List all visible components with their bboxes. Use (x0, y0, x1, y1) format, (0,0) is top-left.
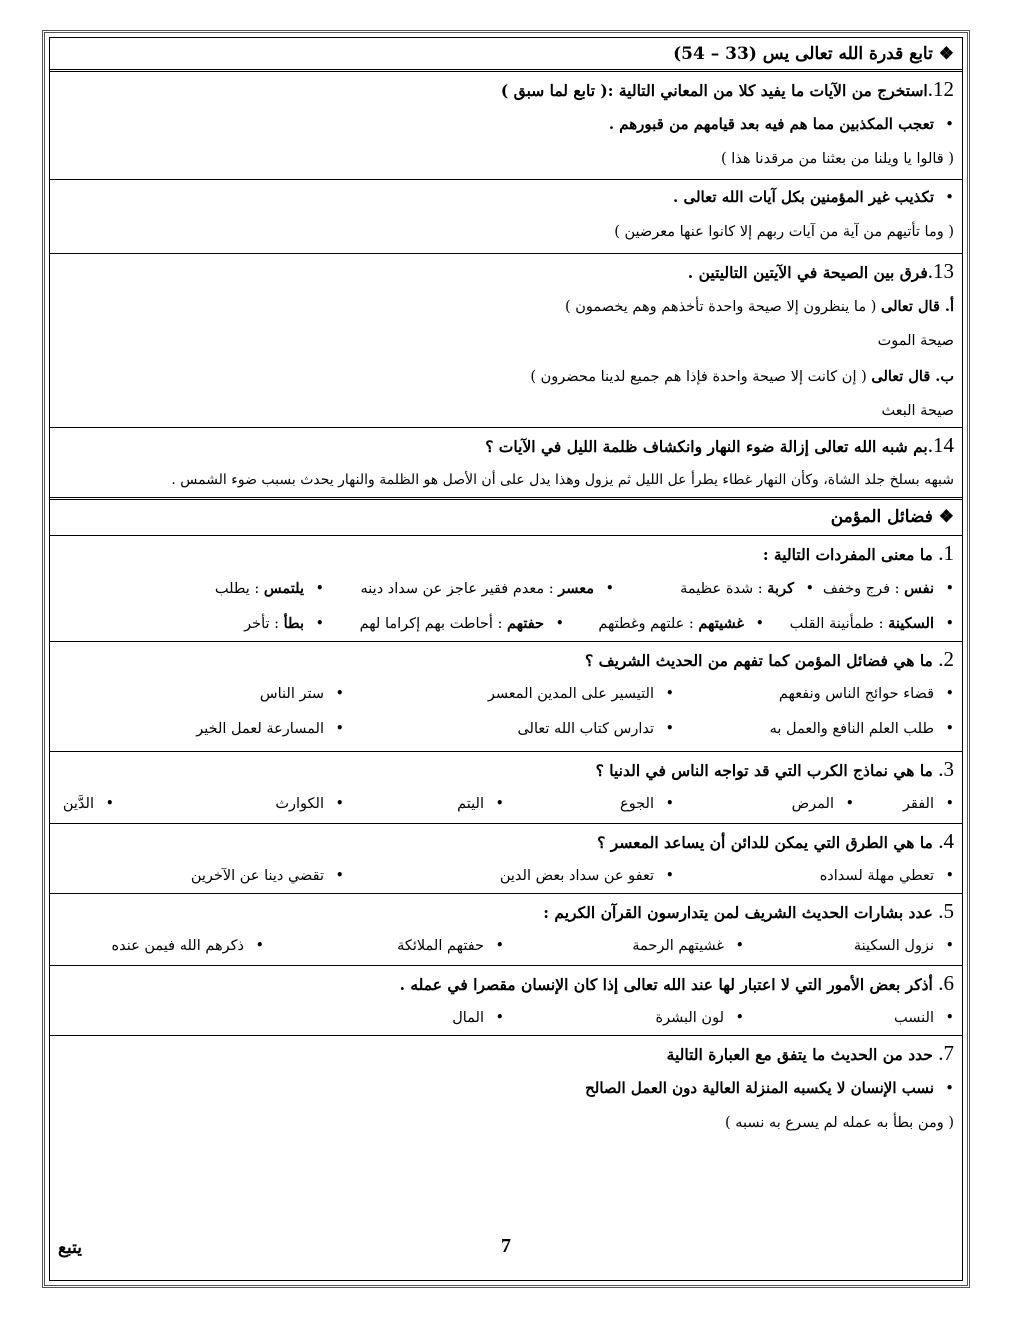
lesson-title: ❖ تابع قدرة الله تعالى يس (33 – 54) (673, 44, 954, 64)
lesson-title: ❖ فضائل المؤمن (830, 507, 954, 527)
question-number: 3. (938, 757, 954, 781)
answer-row-2 (58, 712, 954, 747)
worksheet-frame (49, 37, 963, 1281)
verse-answer: ( وما تأتيهم من آية من آيات ربهم إلا كانوا عنها معرضين ) (614, 224, 954, 240)
question-text: ما معنى المفردات التالية : (762, 545, 939, 564)
list-item: • تقضي دينا عن الآخرين (191, 859, 344, 894)
vocab-item: • بطأ : تأخر (244, 606, 324, 641)
list-item: • المرض (674, 787, 854, 822)
question-13 (58, 254, 954, 289)
question-number: 13. (927, 259, 954, 283)
question-number: 14. (927, 433, 954, 457)
list-item: • الدَّين (63, 787, 114, 822)
verse-a-text: ( ما ينظرون إلا صيحة واحدة تأخذهم وهم يخصمون ) (565, 299, 881, 315)
answer-row (58, 1001, 954, 1036)
verse-a-answer: صيحة الموت (877, 333, 954, 349)
vocab-item: • كربة : شدة عظيمة (614, 571, 814, 606)
meaning-item: • تكذيب غير المؤمنين بكل آيات الله تعالى . (58, 180, 954, 215)
lesson-header-yasin (50, 38, 962, 72)
question-text: حدد من الحديث ما يتفق مع العبارة التالية (666, 1045, 939, 1064)
meaning-item: • تعجب المكذبين مما هم فيه بعد قيامهم من قبورهم . (58, 107, 954, 142)
question-text: ما هي الطرق التي يمكن للدائن أن يساعد المعسر ؟ (597, 833, 939, 852)
list-item: • المال (452, 1001, 504, 1036)
answer-row (58, 859, 954, 894)
question-14 (58, 428, 954, 463)
question-number: 2. (938, 647, 954, 671)
question-text: ما هي نماذج الكرب التي قد تواجه الناس في الدنيا ؟ (595, 761, 939, 780)
vocab-item: • معسر : معدم فقير عاجز عن سداد دينه (324, 571, 614, 606)
question-7-block (50, 1036, 962, 1266)
vocab-item: • غشيتهم : علتهم وغطتهم (564, 606, 764, 641)
question-12-block (50, 72, 962, 180)
question-6 (58, 966, 954, 1001)
list-item: • الكوارث (114, 787, 344, 822)
list-item: • ذكرهم الله فيمن عنده (112, 929, 264, 964)
question-number: 1. (938, 541, 954, 565)
verse-b-answer: صيحة البعث (881, 403, 954, 419)
question-13-block (50, 254, 962, 428)
question-text: ما هي فضائل المؤمن كما تفهم من الحديث الشريف ؟ (584, 651, 939, 670)
statement-item: • نسب الإنسان لا يكسبه المنزلة العالية دون العمل الصالح (58, 1071, 954, 1106)
question-text: أذكر بعض الأمور التي لا اعتبار لها عند الله تعالى إذا كان الإنسان مقصرا في عمله . (399, 975, 939, 994)
answer-row (58, 787, 954, 822)
answer-row (58, 929, 954, 964)
list-item: • قضاء حوائج الناس ونفعهم (674, 677, 954, 712)
question-12 (58, 72, 954, 107)
verse-b (58, 359, 954, 394)
list-item: • الفقر (854, 787, 954, 822)
verse-b-label: ب. قال تعالى (871, 368, 954, 385)
question-2 (58, 642, 954, 677)
question-number: 7. (938, 1041, 954, 1065)
list-item: • تعفو عن سداد بعض الدين (344, 859, 674, 894)
vocab-item: • يلتمس : يطلب (215, 571, 324, 606)
continued-label: يتبع (58, 1238, 83, 1258)
question-4 (58, 824, 954, 859)
worksheet-page (42, 30, 970, 1288)
verse-b-text: ( إن كانت إلا صيحة واحدة فإذا هم جميع لدينا محضرون ) (530, 369, 872, 385)
question-5-block (50, 894, 962, 966)
list-item: • حفتهم الملائكة (264, 929, 504, 964)
question-text: عدد بشارات الحديث الشريف لمن يتدارسون القرآن الكريم : (543, 903, 939, 922)
vocab-row-1 (58, 571, 954, 606)
verse-a (58, 289, 954, 324)
answer-text: شبهه بسلخ جلد الشاة، وكأن النهار غطاء يطرأ عل الليل ثم يزول وهذا يدل على أن الأصل هو الظلمة والنهار يحدث بسبب ضوء الشمس . (171, 472, 954, 488)
list-item: • اليتم (344, 787, 504, 822)
question-1 (58, 536, 954, 571)
question-3-block (50, 752, 962, 824)
page-number: 7 (501, 1235, 511, 1257)
hadith-answer: ( ومن بطأ به عمله لم يسرع به نسبه ) (725, 1115, 954, 1131)
verse-answer: ( قالوا يا ويلنا من بعثنا من مرقدنا هذا ) (720, 151, 954, 167)
question-number: 6. (938, 971, 954, 995)
question-number: 4. (938, 829, 954, 853)
question-number: 12. (927, 77, 954, 101)
question-text: فرق بين الصيحة في الآيتين التاليتين . (687, 263, 928, 282)
list-item: • الجوع (504, 787, 674, 822)
question-14-block (50, 428, 962, 500)
question-6-block (50, 966, 962, 1036)
vocab-item: • السكينة : طمأنينة القلب (764, 606, 954, 641)
list-item: • ستر الناس (260, 677, 344, 712)
question-1-block (50, 536, 962, 642)
question-3 (58, 752, 954, 787)
question-text: استخرج من الآيات ما يفيد كلا من المعاني التالية :( تابع لما سبق ) (500, 81, 928, 100)
list-item: • نزول السكينة (744, 929, 954, 964)
list-item: • لون البشرة (504, 1001, 744, 1036)
list-item: • تدارس كتاب الله تعالى (344, 712, 674, 747)
question-4-block (50, 824, 962, 894)
list-item: • النسب (744, 1001, 954, 1036)
list-item: • طلب العلم النافع والعمل به (674, 712, 954, 747)
list-item: • تعطي مهلة لسداده (674, 859, 954, 894)
question-number: 5. (938, 899, 954, 923)
vocab-item: • حفتهم : أحاطت بهم إكراما لهم (324, 606, 564, 641)
page-footer (50, 1226, 962, 1266)
question-5 (58, 894, 954, 929)
verse-a-label: أ. قال تعالى (880, 298, 954, 315)
vocab-item: • نفس : فرج وخفف (814, 571, 954, 606)
list-item: • غشيتهم الرحمة (504, 929, 744, 964)
list-item: • المسارعة لعمل الخير (196, 712, 344, 747)
question-12-continued (50, 180, 962, 254)
question-text: بم شبه الله تعالى إزالة ضوء النهار وانكشاف ظلمة الليل في الآيات ؟ (485, 437, 928, 456)
answer-row-1 (58, 677, 954, 712)
question-7 (58, 1036, 954, 1071)
lesson-header-believer (50, 500, 962, 536)
question-2-block (50, 642, 962, 752)
list-item: • التيسير على المدين المعسر (344, 677, 674, 712)
vocab-row-2 (58, 606, 954, 641)
